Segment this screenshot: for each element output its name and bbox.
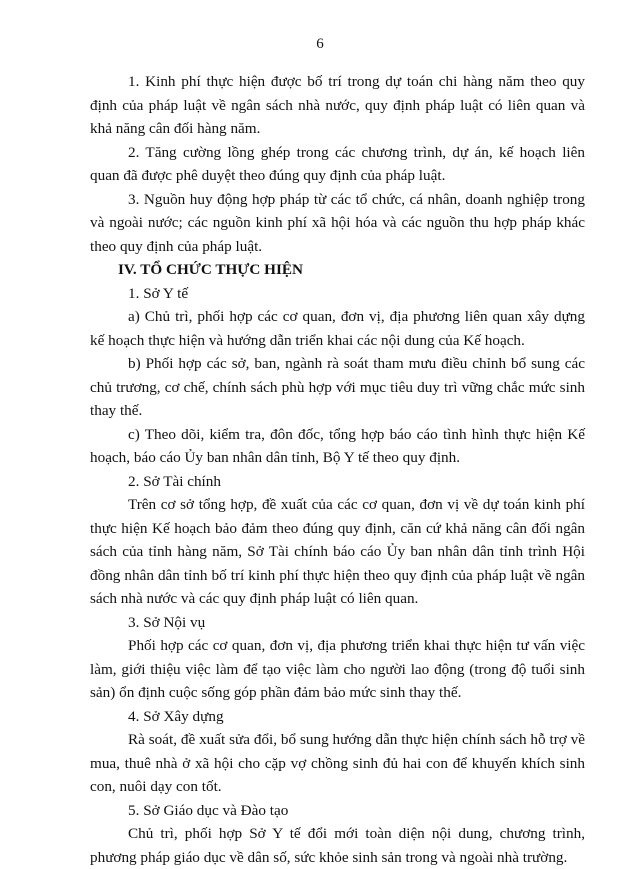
subsection-home-affairs-dept: 3. Sở Nội vụ xyxy=(128,613,206,631)
section-heading: IV. TỔ CHỨC THỰC HIỆN xyxy=(118,261,303,278)
construction-task: Rà soát, đề xuất sửa đổi, bổ sung hướng dẫn thực hiện chính sách hỗ trợ về mua, thuê nhà ở xã hội cho cặp vợ chồng sinh đủ hai con để khuyến khích sinh con, nuôi dạy con tốt. xyxy=(90,731,585,795)
education-task: Chủ trì, phối hợp Sở Y tế đổi mới toàn diện nội dung, chương trình, phương pháp giáo dục về dân số, sức khỏe sinh sản trong và ngoài nhà trường. xyxy=(90,825,585,866)
home-affairs-task: Phối hợp các cơ quan, đơn vị, địa phương triển khai thực hiện tư vấn việc làm, giới thiệu việc làm để tạo việc làm cho người lao động (trong độ tuổi sinh sản) ổn định cuộc sống góp phần đảm bảo mức sinh thay thế. xyxy=(90,637,585,701)
funding-item-2: 2. Tăng cường lồng ghép trong các chương trình, dự án, kế hoạch liên quan đã được phê duyệt theo đúng quy định của pháp luật. xyxy=(90,143,585,184)
subsection-health-dept: 1. Sở Y tế xyxy=(128,284,189,302)
subsection-construction-dept: 4. Sở Xây dựng xyxy=(128,707,224,725)
document-body xyxy=(90,70,585,869)
page-number: 6 xyxy=(316,36,324,52)
subsection-finance-dept: 2. Sở Tài chính xyxy=(128,472,221,490)
health-task-a: a) Chủ trì, phối hợp các cơ quan, đơn vị, địa phương liên quan xây dựng kế hoạch thực hiện và hướng dẫn triển khai các nội dung của Kế hoạch. xyxy=(90,308,585,349)
subsection-education-dept: 5. Sở Giáo dục và Đào tạo xyxy=(128,801,289,819)
finance-task: Trên cơ sở tổng hợp, đề xuất của các cơ quan, đơn vị về dự toán kinh phí thực hiện Kế hoạch bảo đảm theo đúng quy định, căn cứ khả năng cân đối ngân sách của tỉnh hàng năm, Sở Tài chính báo cáo Ủy ban nhân dân tỉnh trình Hội đồng nhân dân tỉnh bố trí kinh phí thực hiện theo quy định của pháp luật về ngân sách nhà nước và các quy định pháp luật có liên quan. xyxy=(90,496,585,607)
health-task-c: c) Theo dõi, kiểm tra, đôn đốc, tổng hợp báo cáo tình hình thực hiện Kế hoạch, báo cáo Ủy ban nhân dân tỉnh, Bộ Y tế theo quy định. xyxy=(90,425,585,466)
funding-item-1: 1. Kinh phí thực hiện được bố trí trong dự toán chi hàng năm theo quy định của pháp luật về ngân sách nhà nước, quy định pháp luật có liên quan và khả năng cân đối hàng năm. xyxy=(90,73,585,137)
funding-item-3: 3. Nguồn huy động hợp pháp từ các tổ chức, cá nhân, doanh nghiệp trong và ngoài nước; các nguồn kinh phí xã hội hóa và các nguồn thu hợp pháp khác theo quy định của pháp luật. xyxy=(90,190,585,255)
health-task-b: b) Phối hợp các sở, ban, ngành rà soát tham mưu điều chỉnh bổ sung các chủ trương, cơ chế, chính sách phù hợp với mục tiêu duy trì vững chắc mức sinh thay thế. xyxy=(90,355,585,419)
